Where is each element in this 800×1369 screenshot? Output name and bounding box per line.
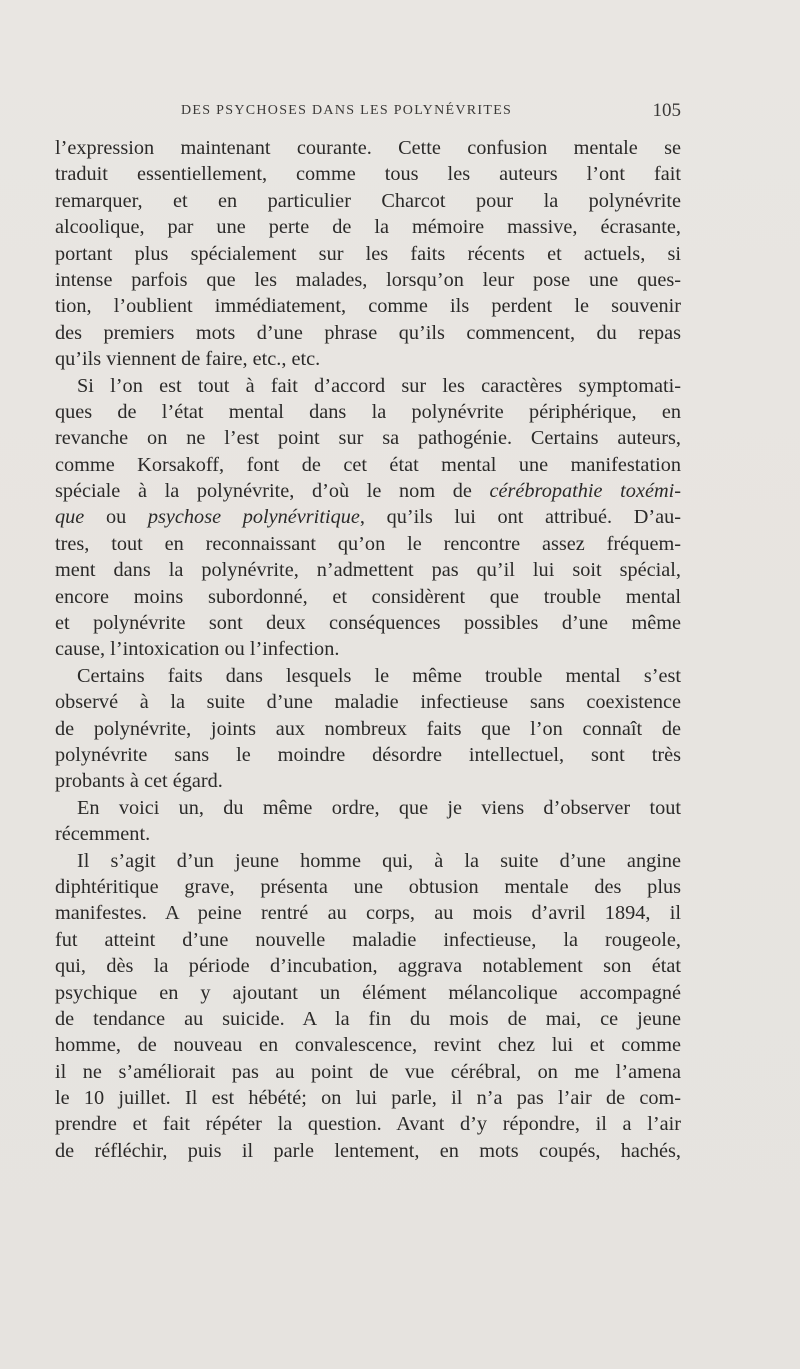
text-line xyxy=(55,188,681,214)
italic-term: psychose polynévritique xyxy=(147,506,360,529)
text-line xyxy=(55,425,681,451)
text-line xyxy=(55,768,681,794)
line-text: récemment. xyxy=(55,823,151,846)
text-line xyxy=(55,716,681,742)
text-line xyxy=(55,1032,681,1058)
line-text: comme Korsakoff, font de cet état mental une manifestation xyxy=(55,453,681,476)
page-header xyxy=(55,101,681,125)
line-text: En voici un, du même ordre, que je viens d’observer tout xyxy=(77,796,681,819)
text-line xyxy=(55,742,681,768)
running-head: DES PSYCHOSES DANS LES POLYNÉVRITES xyxy=(181,103,513,118)
italic-term: que xyxy=(55,506,85,529)
line-text: fut atteint d’une nouvelle maladie infectieuse, la rougeole, xyxy=(55,928,681,951)
line-text: Il s’agit d’un jeune homme qui, à la suite d’une angine xyxy=(77,849,681,872)
text-line xyxy=(55,663,681,689)
body-text xyxy=(55,135,681,1164)
line-text: le 10 juillet. Il est hébété; on lui parle, il n’a pas l’air de com- xyxy=(55,1087,681,1110)
line-text: prendre et fait répéter la question. Avant d’y répondre, il a l’air xyxy=(55,1113,681,1136)
line-text: psychique en y ajoutant un élément mélancolique accompagné xyxy=(55,981,681,1004)
line-text: qui, dès la période d’incubation, aggrava notablement son état xyxy=(55,955,681,978)
line-text: observé à la suite d’une maladie infectieuse sans coexistence xyxy=(55,691,681,714)
line-text: de polynévrite, joints aux nombreux faits que l’on connaît de xyxy=(55,717,681,740)
text-line xyxy=(55,557,681,583)
line-text: revanche on ne l’est point sur sa pathogénie. Certains auteurs, xyxy=(55,427,681,450)
line-text: manifestes. A peine rentré au corps, au mois d’avril 1894, il xyxy=(55,902,681,925)
line-text: , qu’ils lui ont attribué. D’au- xyxy=(359,506,681,529)
line-text: de tendance au suicide. A la fin du mois de mai, ce jeune xyxy=(55,1007,681,1030)
text-line xyxy=(55,346,681,372)
line-text: tres, tout en reconnaissant qu’on le rencontre assez fréquem- xyxy=(55,532,681,555)
text-line xyxy=(55,373,681,399)
line-text: l’expression maintenant courante. Cette confusion mentale se xyxy=(55,137,681,159)
line-text: des premiers mots d’une phrase qu’ils commencent, du repas xyxy=(55,321,681,344)
text-line xyxy=(55,821,681,847)
line-text: diphtéritique grave, présenta une obtusion mentale des plus xyxy=(55,875,681,898)
line-text: ques de l’état mental dans la polynévrite périphérique, en xyxy=(55,400,681,423)
text-line xyxy=(55,478,681,504)
text-line xyxy=(55,320,681,346)
text-line xyxy=(55,1059,681,1085)
line-text: homme, de nouveau en convalescence, revint chez lui et comme xyxy=(55,1034,681,1057)
text-line xyxy=(55,1006,681,1032)
line-text: qu’ils viennent de faire, etc., etc. xyxy=(55,348,321,371)
line-text: cause, l’intoxication ou l’infection. xyxy=(55,638,340,661)
text-line xyxy=(55,531,681,557)
line-text: tion, l’oublient immédiatement, comme ils perdent le souvenir xyxy=(55,295,681,318)
text-line xyxy=(55,241,681,267)
text-line xyxy=(55,900,681,926)
line-text: de réfléchir, puis il parle lentement, en mots coupés, hachés, xyxy=(55,1139,681,1162)
text-line xyxy=(55,1111,681,1137)
line-text: traduit essentiellement, comme tous les auteurs l’ont fait xyxy=(55,163,681,186)
line-text: encore moins subordonné, et considèrent que trouble mental xyxy=(55,585,681,608)
text-line xyxy=(55,1085,681,1111)
line-text: polynévrite sans le moindre désordre intellectuel, sont très xyxy=(55,743,681,766)
line-text: ment dans la polynévrite, n’admettent pas qu’il lui soit spécial, xyxy=(55,559,681,582)
text-line xyxy=(55,689,681,715)
text-line xyxy=(55,293,681,319)
italic-term: cérébropathie toxémi- xyxy=(489,480,681,503)
text-line xyxy=(55,1138,681,1164)
text-line xyxy=(55,214,681,240)
line-text: remarquer, et en particulier Charcot pour la polynévrite xyxy=(55,189,681,212)
text-line xyxy=(55,953,681,979)
text-line xyxy=(55,848,681,874)
line-text: intense parfois que les malades, lorsqu’on leur pose une ques- xyxy=(55,268,681,291)
text-line xyxy=(55,504,681,530)
text-line xyxy=(55,161,681,187)
text-line xyxy=(55,135,681,161)
line-text: portant plus spécialement sur les faits récents et actuels, si xyxy=(55,242,681,265)
line-text: alcoolique, par une perte de la mémoire massive, écrasante, xyxy=(55,216,681,239)
text-line xyxy=(55,399,681,425)
text-line xyxy=(55,874,681,900)
text-line xyxy=(55,636,681,662)
line-text: spéciale à la polynévrite, d’où le nom de xyxy=(55,480,490,503)
line-text: Si l’on est tout à fait d’accord sur les caractères symptomati- xyxy=(77,374,681,397)
text-line xyxy=(55,267,681,293)
line-text: probants à cet égard. xyxy=(55,770,223,793)
page-number: 105 xyxy=(652,100,681,121)
line-text: il ne s’améliorait pas au point de vue cérébral, on me l’amena xyxy=(55,1060,681,1083)
line-text: et polynévrite sont deux conséquences possibles d’une même xyxy=(55,612,681,635)
text-line xyxy=(55,610,681,636)
line-text: Certains faits dans lesquels le même trouble mental s’est xyxy=(77,664,681,687)
text-line xyxy=(55,980,681,1006)
text-line xyxy=(55,584,681,610)
text-line xyxy=(55,927,681,953)
text-line xyxy=(55,452,681,478)
line-text: ou xyxy=(84,506,148,529)
text-line xyxy=(55,795,681,821)
